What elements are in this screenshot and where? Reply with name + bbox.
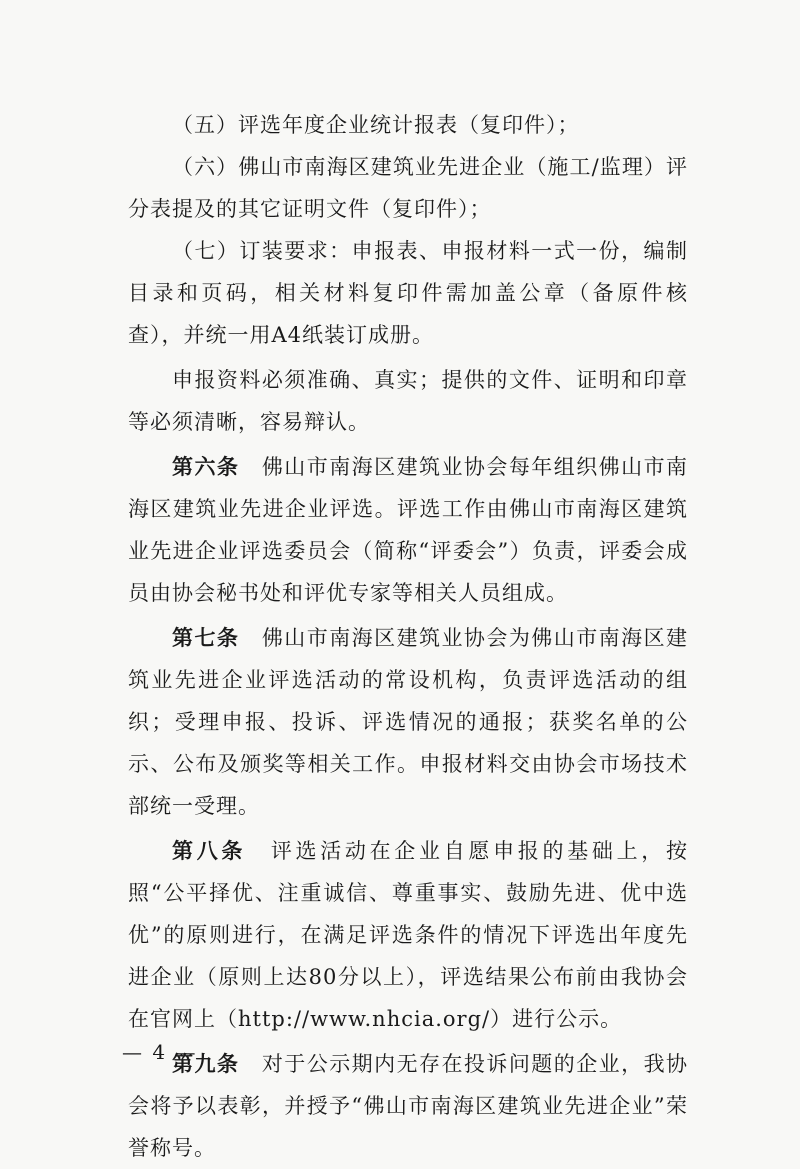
article-text: 评选活动在企业自愿申报的基础上，按照“公平择优、注重诚信、尊重事实、鼓励先进、优中选优”的原则进行，在满足评选条件的情况下评选出年度先进企业（原则上达80分以上），评选结果公布前由我协会在官网上（http://www.nhcia.org/）进行公示。 xyxy=(128,839,689,1031)
article-heading: 第七条 xyxy=(172,626,240,650)
article-9 xyxy=(128,1043,688,1169)
paragraph-item-5 xyxy=(128,104,688,146)
article-6 xyxy=(128,446,688,614)
paragraph-text: 申报资料必须准确、真实；提供的文件、证明和印章等必须清晰，容易辩认。 xyxy=(128,368,688,434)
document-body xyxy=(128,104,688,1169)
paragraph-item-7 xyxy=(128,230,688,356)
article-text: 佛山市南海区建筑业协会每年组织佛山市南海区建筑业先进企业评选。评选工作由佛山市南海区建筑业先进企业评选委员会（简称“评委会”）负责，评委会成员由协会秘书处和评优专家等相关人员组成。 xyxy=(128,455,689,605)
article-7 xyxy=(128,617,688,827)
article-heading: 第六条 xyxy=(172,455,240,479)
article-heading: 第八条 xyxy=(172,839,247,863)
article-8 xyxy=(128,830,688,1040)
paragraph-text: （七）订装要求：申报表、申报材料一式一份，编制目录和页码，相关材料复印件需加盖公章（备原件核查），并统一用A4纸装订成册。 xyxy=(128,239,688,347)
article-text: 对于公示期内无存在投诉问题的企业，我协会将予以表彰，并授予“佛山市南海区建筑业先进企业”荣誉称号。 xyxy=(128,1052,689,1160)
paragraph-requirement xyxy=(128,359,688,443)
article-heading: 第九条 xyxy=(172,1052,240,1076)
paragraph-item-6 xyxy=(128,146,688,230)
paragraph-text: （六）佛山市南海区建筑业先进企业（施工/监理）评分表提及的其它证明文件（复印件）； xyxy=(128,155,688,221)
paragraph-text: （五）评选年度企业统计报表（复印件）； xyxy=(172,113,580,137)
article-text: 佛山市南海区建筑业协会为佛山市南海区建筑业先进企业评选活动的常设机构，负责评选活动的组织；受理申报、投诉、评选情况的通报；获奖名单的公示、公布及颁奖等相关工作。申报材料交由协会市场技术部统一受理。 xyxy=(128,626,689,818)
page-number: — 4 — xyxy=(122,1040,198,1064)
